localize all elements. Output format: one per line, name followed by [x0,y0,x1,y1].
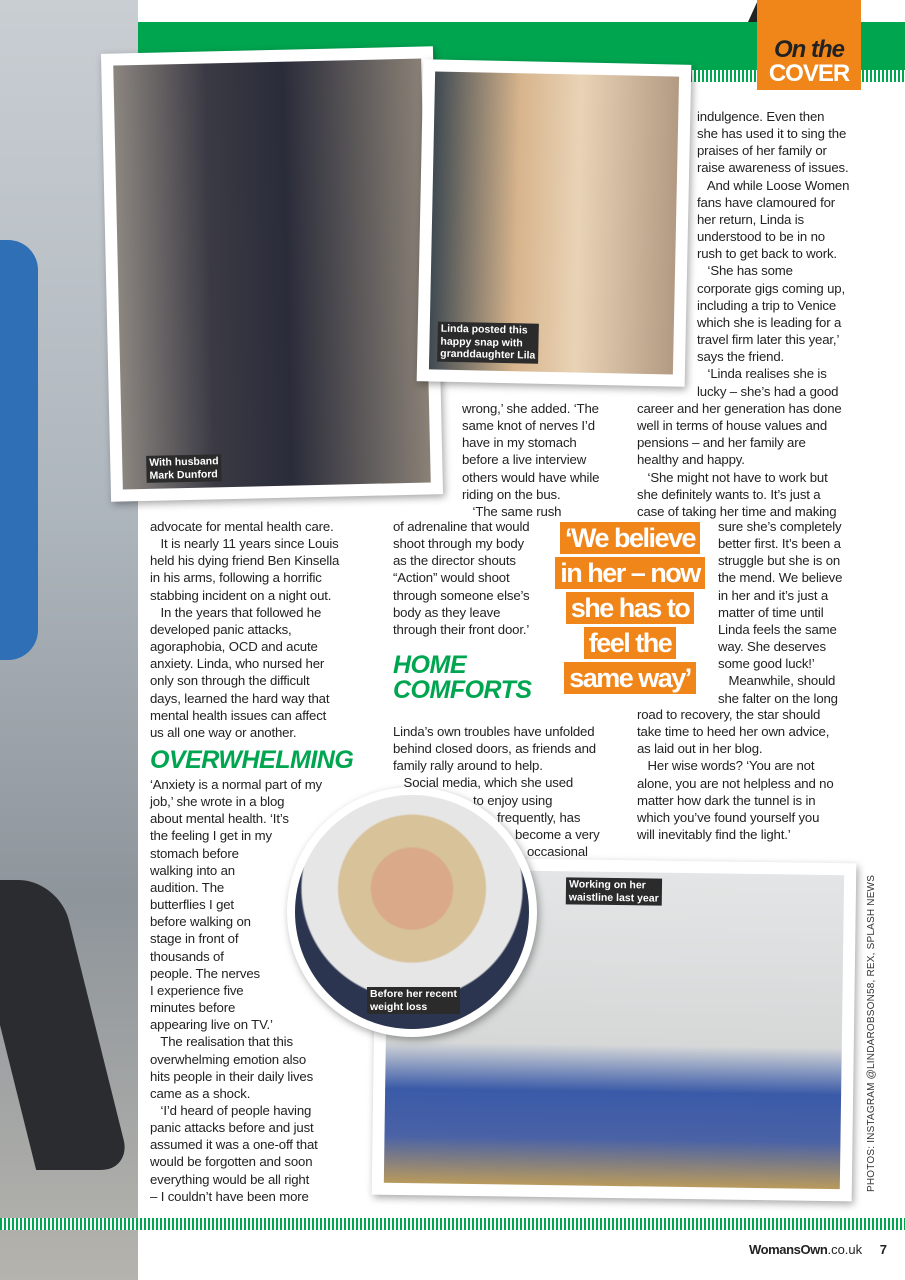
caption-granddaughter: Linda posted this happy snap with granddaughter Lila [437,322,539,364]
pull-quote-line: feel the [584,627,677,659]
photo-husband [101,46,443,501]
tick-divider-bottom [0,1218,905,1230]
photo-granddaughter [417,59,692,387]
body-col1-b: ‘Anxiety is a normal part of my job,’ she wrote in a blog about mental health. ‘It’s the feeling I get in my stomach before walking into an audition. The butterflies I get before walking on stage in front of thousands of people. The nerves I experience five minutes before appearing live on TV.’ The realisation that this overwhelming emotion also hits people in their daily lives came as a shock. ‘I’d heard of people having panic attacks before and just assumed it was a one-off that would be forgotten and soon everything would be all right – I couldn’t have been more [150,777,322,1204]
body-col2-b: of adrenaline that would shoot through my body as the director shouts “Action” would shoot through someone else’s body as they leave through their front door.’ [393,519,530,637]
husband-image [113,59,431,490]
body-col3-b: career and her generation has done well in terms of house values and pensions – and her family are healthy and happy. ‘She might not have to work but she definitely wants to. It’s just a case of taking her time and making [637,401,842,519]
body-col2-d1: to enjoy using [473,793,553,808]
heading-overwhelming: OVERWHELMING [150,746,354,774]
body-col2-d4: occasional [527,844,588,859]
blue-coat-photo-detail [0,240,38,660]
body-col2-d3: become a very [515,827,600,842]
badge-line1: On the [774,36,844,63]
pull-quote-line: ‘We believe [560,522,700,554]
footer [749,1242,887,1257]
pull-quote-line: in her – now [555,557,705,589]
caption-workout: Working on her waistline last year [566,877,662,905]
caption-husband: With husband Mark Dunford [146,454,222,483]
heading-home-comforts: HOME COMFORTS [393,651,532,704]
badge-line2: COVER [768,60,850,87]
on-the-cover-badge [757,0,861,90]
pull-quote-line: same way’ [564,662,696,694]
caption-before: Before her recent weight loss [367,987,460,1014]
page-number: 7 [879,1242,887,1257]
pull-quote [546,522,714,697]
body-col2-d2: frequently, has [497,810,581,825]
pull-quote-line: she has to [566,592,695,624]
footer-site-name: WomansOwn [748,1242,828,1257]
body-col2-a: wrong,’ she added. ‘The same knot of nerves I’d have in my stomach before a live interview others would have while riding on the bus. ‘The same rush [462,401,600,519]
body-col3-c: sure she’s completely better first. It’s been a struggle but she is on the mend. We believe in her and it’s just a matter of time until Linda feels the same way. She deserves some good luck!’ Meanwhile, should she falter on the long [718,519,843,706]
body-col3-d: road to recovery, the star should take time to heed her own advice, as laid out in her blog. Her wise words? ‘You are not alone, you are not helpless and no matter how dark the tunnel is in which you’ve found yourself you will inevitably find the light.’ [637,707,834,843]
body-col3-a: indulgence. Even then she has used it to sing the praises of her family or raise awareness of issues. And while Loose Women fans have clamoured for her return, Linda is understood to be in no rush to get back to work. ‘She has some corporate gigs coming up, including a trip to Venice which she is leading for a travel firm later this year,’ says the friend. ‘Linda realises she is lucky – she’s had a good [697,109,850,399]
body-col2-c: Linda’s own troubles have unfolded behind closed doors, as friends and family rally around to help. Social media, which she used [393,724,596,791]
photo-credit: PHOTOS: INSTAGRAM @LINDAROBSON58, REX, SPLASH NEWS [866,874,877,1192]
body-col1-a: advocate for mental health care. It is nearly 11 years since Louis held his dying friend Ben Kinsella in his arms, following a horrific stabbing incident on a night out. In the years that followed he developed panic attacks, agoraphobia, OCD and acute anxiety. Linda, who nursed her only son through the difficult days, learned the hard way that mental health issues can affect us all one way or another. [150,519,340,740]
photo-before [287,787,537,1037]
footer-site-domain: .co.uk [827,1242,863,1257]
